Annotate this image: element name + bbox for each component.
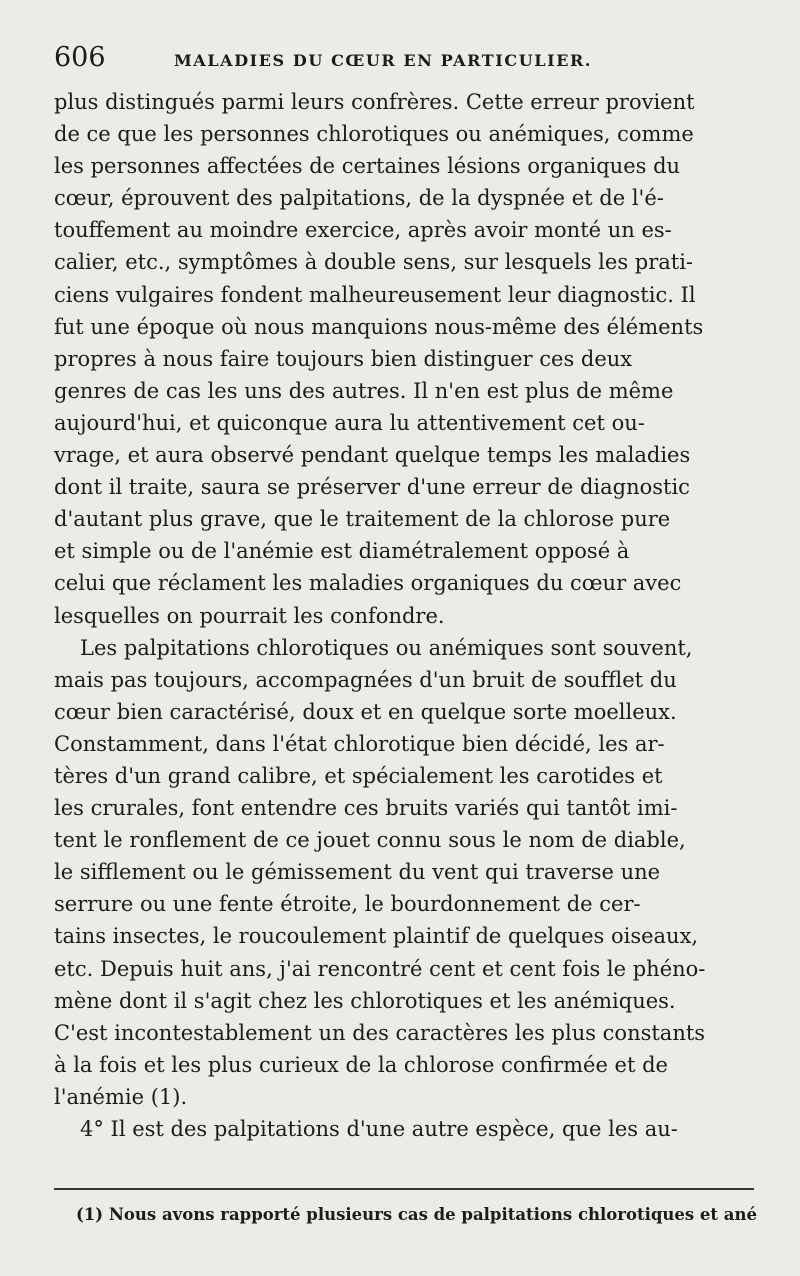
text-line: propres à nous faire toujours bien distinguer ces deux: [54, 346, 633, 371]
text-line: etc. Depuis huit ans, j'ai rencontré cent et cent fois le phéno-: [54, 956, 706, 981]
text-line: C'est incontestablement un des caractères les plus constants: [54, 1020, 706, 1045]
text-line: serrure ou une fente étroite, le bourdonnement de cer-: [54, 892, 641, 917]
text-line: calier, etc., symptômes à double sens, sur lesquels les prati-: [54, 250, 694, 275]
text-line: lesquelles on pourrait les confondre.: [54, 603, 445, 628]
body-text: [54, 86, 754, 1145]
text-line: le sifflement ou le gémissement du vent qui traverse une: [54, 860, 661, 885]
text-line: les personnes affectées de certaines lésions organiques du: [54, 154, 681, 179]
running-title: MALADIES DU CŒUR EN PARTICULIER.: [174, 51, 593, 70]
text-line: 4° Il est des palpitations d'une autre espèce, que les au-: [80, 1117, 678, 1141]
text-line: et simple ou de l'anémie est diamétralement opposé à: [54, 539, 630, 564]
text-line: mais pas toujours, accompagnées d'un bruit de soufflet du: [54, 667, 677, 692]
text-line: l'anémie (1).: [54, 1084, 188, 1109]
text-line: fut une époque où nous manquions nous-même des éléments: [54, 314, 704, 339]
running-head: [54, 42, 754, 78]
text-line: d'autant plus grave, que le traitement de la chlorose pure: [54, 507, 671, 532]
text-line: Les palpitations chlorotiques ou anémiques sont souvent,: [80, 635, 693, 660]
text-line: ciens vulgaires fondent malheureusement leur diagnostic. Il: [54, 282, 696, 307]
footnote-rule: [54, 1188, 754, 1190]
text-line: tains insectes, le roucoulement plaintif de quelques oiseaux,: [54, 924, 699, 949]
text-line: à la fois et les plus curieux de la chlorose confirmée et de: [54, 1052, 668, 1077]
text-line: mène dont il s'agit chez les chlorotiques et les anémiques.: [54, 988, 676, 1013]
text-line: tent le ronflement de ce jouet connu sous le nom de diable,: [54, 828, 686, 853]
text-line: aujourd'hui, et quiconque aura lu attentivement cet ou-: [54, 410, 645, 435]
text-line: cœur bien caractérisé, doux et en quelque sorte moelleux.: [54, 699, 677, 724]
text-line: tères d'un grand calibre, et spécialement les carotides et: [54, 763, 663, 788]
text-line: cœur, éprouvent des palpitations, de la dyspnée et de l'é-: [54, 186, 664, 211]
text-line: vrage, et aura observé pendant quelque temps les maladies: [54, 443, 691, 468]
text-line: Constamment, dans l'état chlorotique bien décidé, les ar-: [54, 731, 665, 756]
page-number: 606: [54, 42, 106, 73]
text-line: les crurales, font entendre ces bruits variés qui tantôt imi-: [54, 796, 678, 821]
text-line: de ce que les personnes chlorotiques ou anémiques, comme: [54, 122, 694, 147]
text-line: celui que réclament les maladies organiques du cœur avec: [54, 571, 682, 596]
text-line: genres de cas les uns des autres. Il n'en est plus de même: [54, 378, 674, 403]
text-line: dont il traite, saura se préserver d'une erreur de diagnostic: [54, 475, 690, 500]
text-line: plus distingués parmi leurs confrères. Cette erreur provient: [54, 90, 695, 114]
text-line: touffement au moindre exercice, après avoir monté un es-: [54, 218, 672, 243]
footnote: (1) Nous avons rapporté plusieurs cas de palpitations chlorotiques et ané: [76, 1205, 757, 1224]
